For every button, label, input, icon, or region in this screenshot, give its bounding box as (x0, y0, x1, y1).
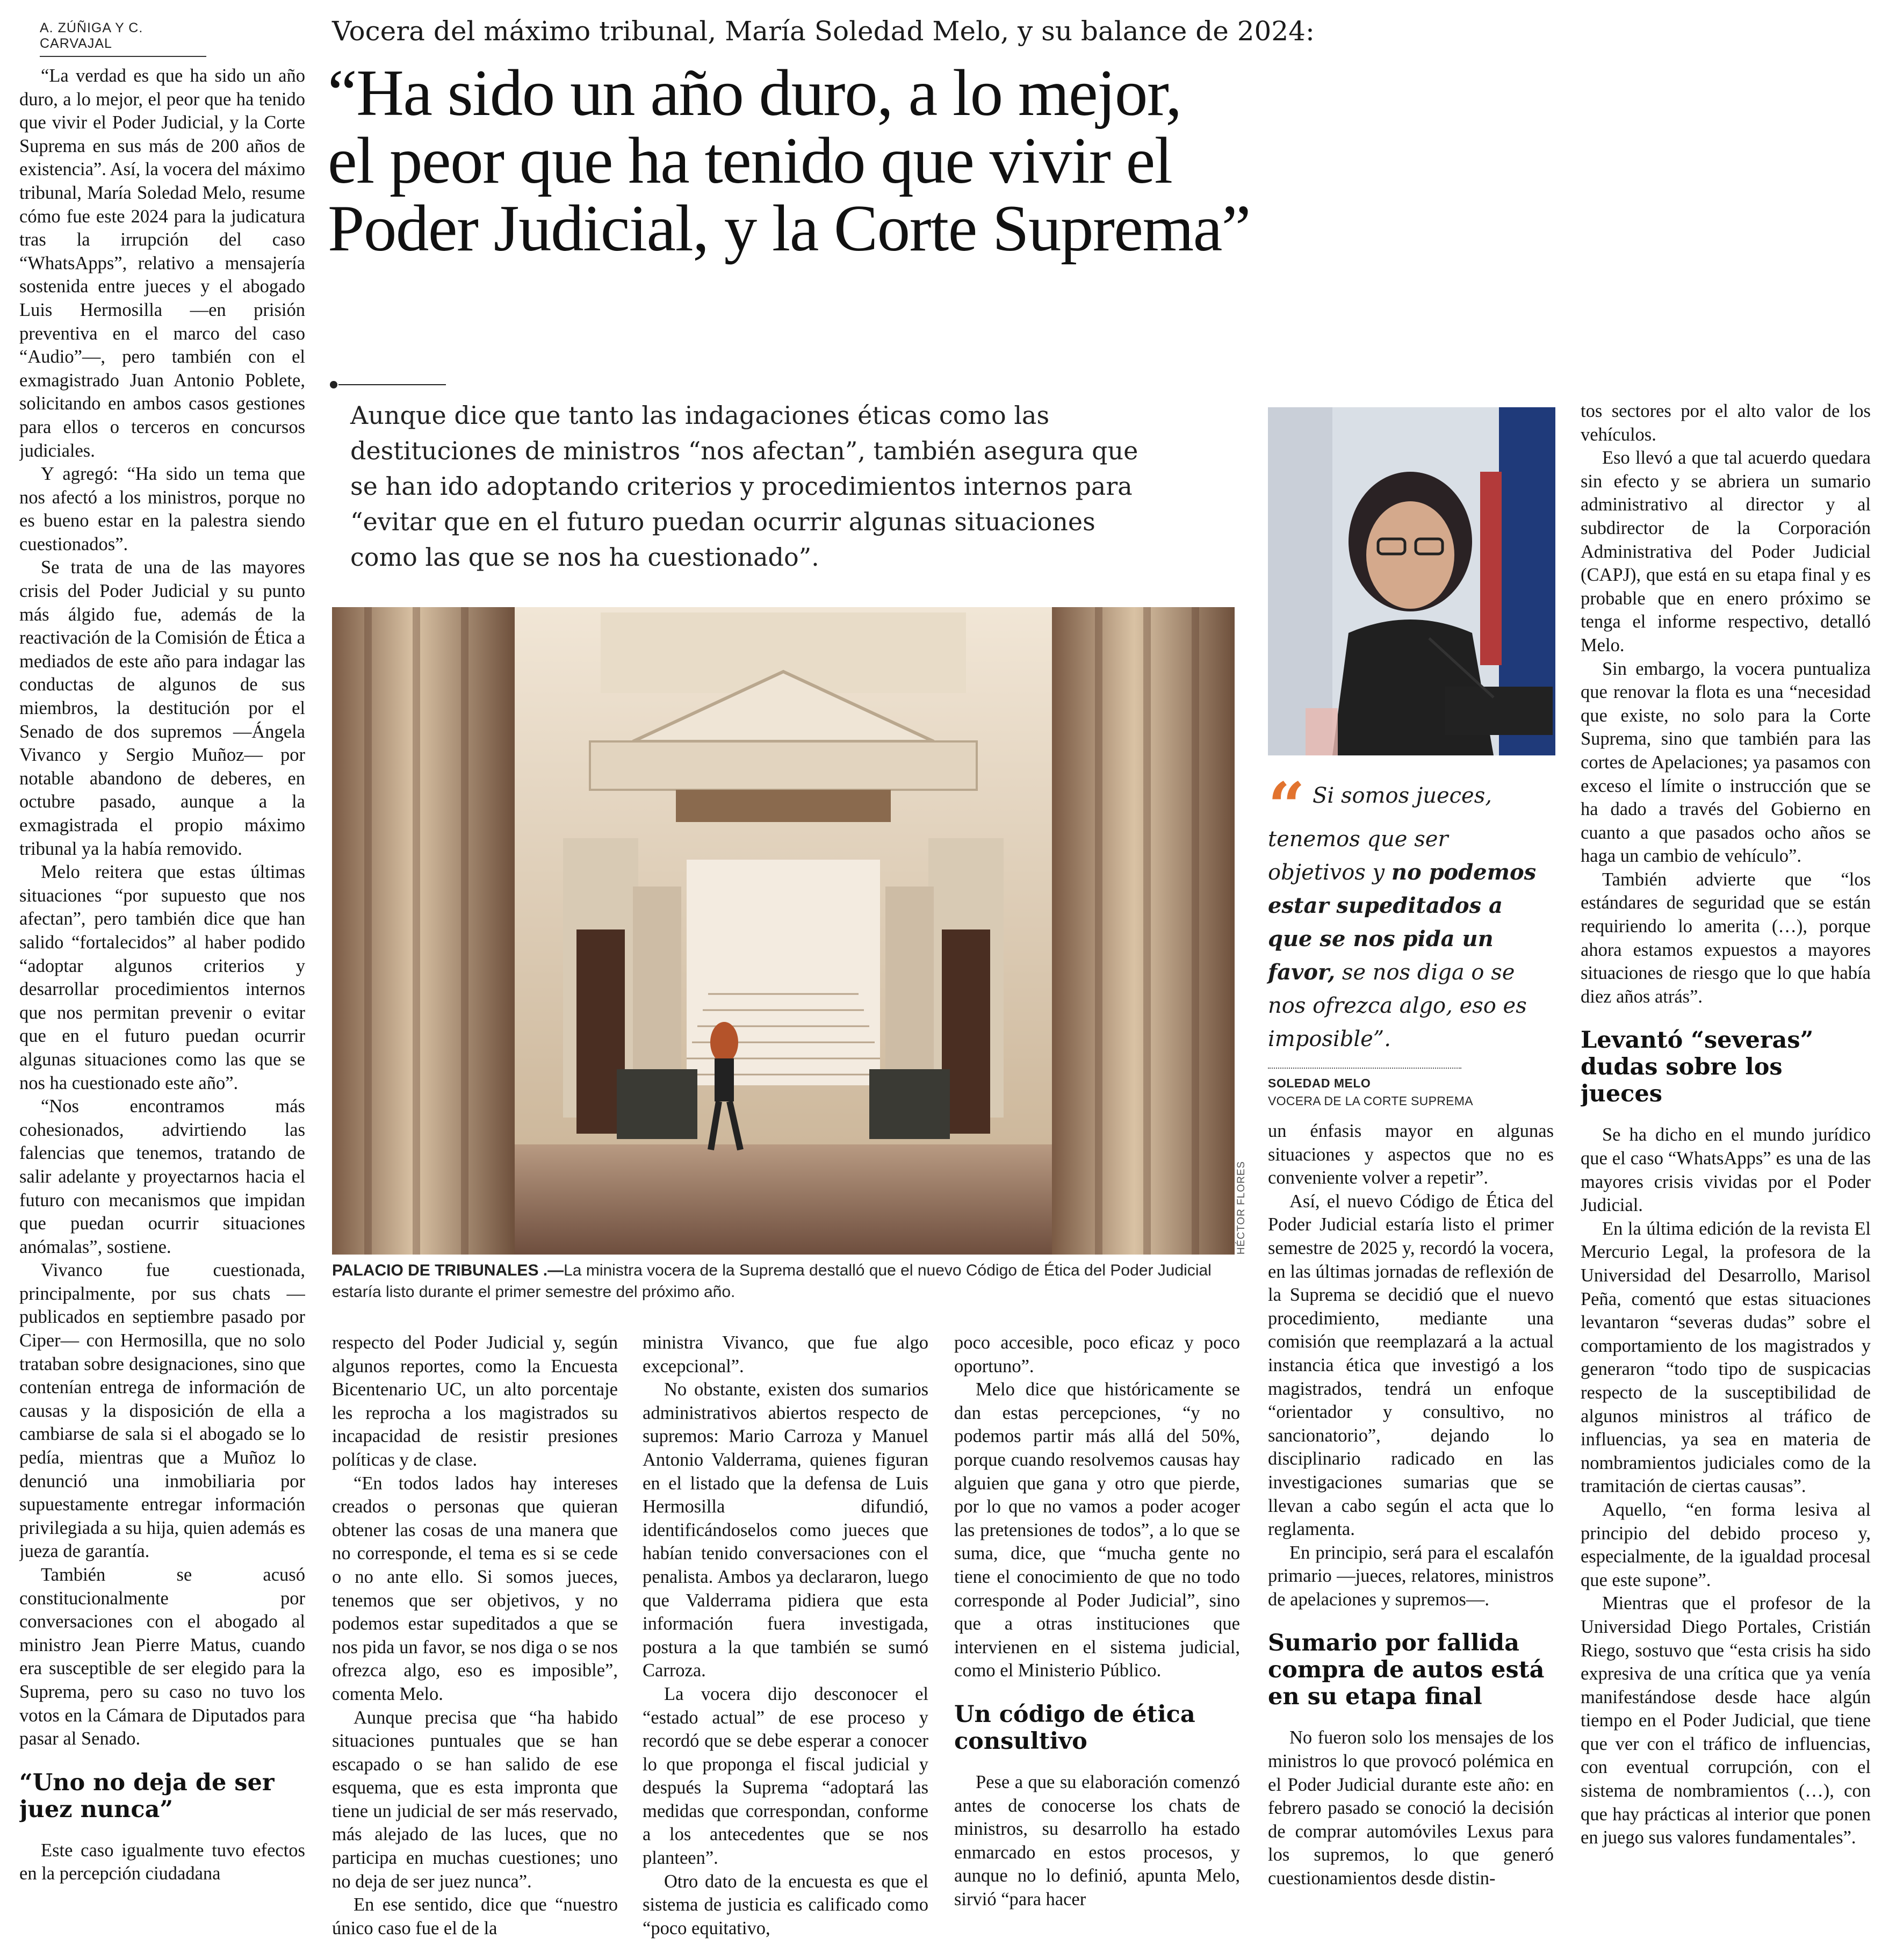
quote-role: VOCERA DE LA CORTE SUPREMA (1268, 1094, 1473, 1108)
col3-paragraph: La vocera dijo desconocer el “estado actual” de ese proceso y recordó que se debe esperar a conocer lo que proponga el fiscal judicial y después la Suprema “adoptará las medidas que correspondan, conforme a los antecedentes que se nos planteen”. (643, 1683, 928, 1869)
col5-subhead: Sumario por fallida compra de autos está en su etapa final (1268, 1630, 1545, 1711)
byline-text: A. ZÚÑIGA Y C. CARVAJAL (40, 20, 143, 51)
column-2 (332, 1331, 618, 1949)
photo-caption (332, 1260, 1240, 1303)
quote-bold: no podemos estar supeditados a que se nos pida un favor, (1268, 860, 1537, 985)
lede-line-2: destituciones de ministros “nos afectan”, también asegura que (350, 436, 1138, 465)
col5-paragraph: Así, el nuevo Código de Ética del Poder Judicial estaría listo el primer semestre de 2025 y, recordó la vocera, en las últimas jornadas de reflexión de la Suprema se decidió que el nuevo procedimiento, mediante una comisión que reemplazará a la actual instancia ética que investigó a los magistrados, tendrá un enfoque “orientador y consultivo, no sancionatorio”, dejando lo disciplinario radicado en las investigaciones sumarias que se llevan a cabo según el acta que lo reglamenta. (1268, 1191, 1554, 1540)
col1-paragraph: Vivanco fue cuestionada, principalmente, por sus chats —publicados en septiembre pasado por Ciper— con Hermosilla, que no solo trataban sobre designaciones, sino que contenían entrega de información de causas y la disposición de ella a cambiarse de sala si el abogado se lo pedía, mientras que a Muñoz lo denunció una inmobiliaria por supuestamente entregar información privilegiada a su hija, quien además es jueza de garantía. (19, 1260, 305, 1562)
rule-dot (330, 381, 337, 388)
headline-line-3: Poder Judicial, y la Corte Suprema” (328, 191, 1250, 265)
col5-paragraph: un énfasis mayor en algunas situaciones y aspectos que no es conveniente volver a repetir”. (1268, 1121, 1554, 1188)
column-1 (19, 64, 305, 1950)
col1-paragraph: “Nos encontramos más cohesionados, advirtiendo las falencias que tenemos, tratando de salir adelante y proyectarnos hacia el futuro con mecanismos que impidan que puedan ocurrir situaciones anómalas”, sostiene. (19, 1096, 305, 1257)
byline (40, 20, 206, 57)
col6-paragraph: Eso llevó a que tal acuerdo quedara sin efecto y se abriera un sumario administrativo al director y al subdirector de la Corporación Administrativa del Poder Judicial (CAPJ), que está en su etapa final y es probable que en enero próximo se tenga el informe respectivo, detalló Melo. (1581, 448, 1871, 655)
photo-credit: HÉCTOR FLORES (1236, 1161, 1247, 1255)
col4-paragraph: poco accesible, poco eficaz y poco oportuno”. (954, 1332, 1240, 1377)
col1-paragraph: Melo reitera que estas últimas situaciones “por supuesto que nos afectan”, pero también dice que han salido “fortalecidos” al haber podido “adoptar algunos criterios y desarrollar procedimientos internos que nos permitan prevenir o evitar que en el futuro puedan ocurrir algunas situaciones como las que se nos ha cuestionado este año”. (19, 862, 305, 1093)
caption-label: PALACIO DE TRIBUNALES .— (332, 1262, 564, 1279)
col1-subhead: “Uno no deja de ser juez nunca” (19, 1769, 275, 1823)
portrait-photo (1268, 407, 1555, 755)
col6-paragraph: Se ha dicho en el mundo jurídico que el caso “WhatsApps” es una de las mayores crisis vividas por el Poder Judicial. (1581, 1125, 1871, 1216)
headline-rule (338, 384, 446, 385)
byline-rule (40, 56, 206, 57)
col3-paragraph: ministra Vivanco, que fue algo excepcional”. (643, 1332, 928, 1377)
col1-paragraph: “La verdad es que ha sido un año duro, a lo mejor, el peor que ha tenido que vivir el Poder Judicial, y la Corte Suprema en sus más de 200 años de existencia”. Así, la vocera del máximo tribunal, María Soledad Melo, resume cómo fue este 2024 para la judicatura tras la irrupción del caso “WhatsApps”, relativo a mensajería sostenida entre jueces y el abogado Luis Hermosilla —en prisión preventiva en el marco del caso “Audio”—, pero también con el exmagistrado Juan Antonio Poblete, solicitando en ambos casos gestiones para ellos o terceros en concursos judiciales. (19, 66, 305, 461)
kicker: Vocera del máximo tribunal, María Soledad Melo, y su balance de 2024: (332, 16, 1315, 47)
lede (350, 398, 1242, 575)
lede-line-3: se han ido adoptando criterios y procedimientos internos para (350, 472, 1133, 501)
col6-paragraph: En la última edición de la revista El Mercurio Legal, la profesora de la Universidad del Desarrollo, Marisol Peña, comentó que estas situaciones levantaron “severas dudas” sobre el comportamiento de los magistrados y generaron “todo tipo de suspicacias respecto de la susceptibilidad de algunos ministros al tráfico de influencias, ya sea en materia de nombramientos judiciales como de la tramitación de ciertas causas”. (1581, 1218, 1871, 1497)
col3-paragraph: No obstante, existen dos sumarios administrativos abiertos respecto de supremos: Mario Carroza y Manuel Antonio Valderrama, quienes figuran en el listado que la defensa de Luis Hermosilla difundió, identificándoselos como jueces que habían tenido conversaciones con el penalista. Ambos ya declararon, luego que Valderrama pidiera que esta información fuera investigada, postura a la que también se sumó Carroza. (643, 1379, 928, 1681)
palace-photo (332, 607, 1235, 1255)
col2-paragraph: Aunque precisa que “ha habido situaciones puntuales que se han escapado o se han salido de ese esquema, que es esta impronta que tiene un judicial de ser más reservado, más alejado de las luces, que no participa en muchas cuestiones; uno no deja de ser juez nunca”. (332, 1707, 618, 1892)
quote-part2: se nos diga o se nos ofrezca algo, eso es imposible”. (1268, 960, 1527, 1051)
headline-line-2: el peor que ha tenido que vivir el (328, 124, 1172, 197)
col6-paragraph: tos sectores por el alto valor de los vehículos. (1581, 401, 1871, 445)
quote-part1: Si somos jueces, tenemos que ser objetivos y (1268, 783, 1492, 885)
lede-line-1: Aunque dice que tanto las indagaciones éticas como las (350, 401, 1050, 430)
col4-paragraph: Pese a que su elaboración comenzó antes de conocerse los chats de ministros, su desarrollo ha estado enmarcado en estos procesos, y aunque no lo definió, apunta Melo, sirvió “para hacer (954, 1771, 1240, 1909)
column-6 (1581, 400, 1871, 1950)
col1-paragraph: Se trata de una de las mayores crisis del Poder Judicial y su punto más álgido fue, además de la reactivación de la Comisión de Ética a mediados de este año para indagar las conductas de algunos de sus miembros, la destitución por el Senado de dos supremos —Ángela Vivanco y Sergio Muñoz— por notable abandono de deberes, en octubre pasado, aunque a la exmagistrada el propio máximo tribunal ya la había removido. (19, 557, 305, 859)
col2-paragraph: respecto del Poder Judicial y, según algunos reportes, como la Encuesta Bicentenario UC, un alto porcentaje les reprocha a los magistrados su incapacidad de resistir presiones políticas y de clase. (332, 1332, 618, 1470)
headline-line-1: “Ha sido un año duro, a lo mejor, (328, 56, 1181, 129)
col2-paragraph: “En todos lados hay intereses creados o personas que quieran obtener las cosas de una manera que no corresponde, el tema es si se cede o no ante ello. Si somos jueces, tenemos que ser objetivos, y no podemos estar supeditados a que se nos pida un favor, se nos diga o se nos ofrezca algo, eso es imposible”, comenta Melo. (332, 1473, 618, 1704)
col5-paragraph: En principio, será para el escalafón primario —jueces, relatores, ministros de apelaciones y supremos—. (1268, 1542, 1554, 1610)
col6-paragraph: Sin embargo, la vocera puntualiza que renovar la flota es una “necesidad que existe, no solo para la Corte Suprema, sino que también para las cortes de Apelaciones; ya pasamos con exceso el límite o instrucción que se ha dado a través del Gobierno en cuanto a que pasados ocho años se haga un cambio de vehículo”. (1581, 658, 1871, 867)
column-3 (643, 1331, 928, 1949)
quote-text (1268, 768, 1547, 1056)
col6-subhead: Levantó “severas” dudas sobre los jueces (1581, 1027, 1814, 1108)
headline (328, 56, 1875, 265)
lede-line-4: “evitar que en el futuro puedan ocurrir algunas situaciones (350, 507, 1095, 536)
col1-paragraph: También se acusó constitucionalmente por conversaciones con el abogado al ministro Jean Pierre Matus, cuando era susceptible de ser elegido para la Suprema, pero su caso no tuvo los votos en la Cámara de Diputados para pasar al Senado. (19, 1565, 305, 1749)
caption-text: La ministra vocera de la Suprema destalló que el nuevo Código de Ética del Poder Judicial estaría listo durante el primer semestre del próximo año. (332, 1262, 1212, 1301)
col6-paragraph: También advierte que “los estándares de seguridad que se están requiriendo lo amerita (…), porque ahora estamos expuestos a mayores situaciones de riesgo que lo que había diez años atrás”. (1581, 869, 1871, 1007)
col3-paragraph: Otro dato de la encuesta es que el sistema de justicia es calificado como “poco equitativo, (643, 1871, 928, 1939)
col2-paragraph: En ese sentido, dice que “nuestro único caso fue el de la (332, 1894, 618, 1939)
col4-paragraph: Melo dice que históricamente se dan estas percepciones, “y no podemos partir más allá del 50%, porque cuando resolvemos causas hay alguien que gana y otro que pierde, por lo que no vamos a poder acoger las pretensiones de todos”, a lo que se suma, dice, que “mucha gente no tiene el conocimiento de que no todo corresponde al Poder Judicial”, sino que a otras instituciones que intervienen en el sistema judicial, como el Ministerio Público. (954, 1379, 1240, 1681)
col1-paragraph: Este caso igualmente tuvo efectos en la percepción ciudadana (19, 1840, 305, 1884)
col1-paragraph: Y agregó: “Ha sido un tema que nos afectó a los ministros, porque no es bueno estar en la palestra siendo cuestionados”. (19, 464, 305, 554)
column-5 (1268, 1120, 1554, 1950)
col6-paragraph: Aquello, “en forma lesiva al principio del debido proceso y, especialmente, de la igualdad procesal que este supone”. (1581, 1499, 1871, 1590)
col5-paragraph: No fueron solo los mensajes de los ministros lo que provocó polémica en el Poder Judicial durante este año: en febrero pasado se conoció la decisión de comprar automóviles Lexus para los supremos, lo que generó cuestionamientos desde distin- (1268, 1727, 1554, 1889)
quote-name: SOLEDAD MELO (1268, 1076, 1371, 1090)
column-4 (954, 1331, 1240, 1949)
pull-quote (1268, 768, 1547, 1108)
lede-line-5: como las que se nos ha cuestionado”. (350, 543, 819, 572)
quote-rule (1268, 1068, 1461, 1069)
col6-paragraph: Mientras que el profesor de la Universidad Diego Portales, Cristián Riego, sostuvo que “esta crisis ha sido expresiva de una crítica que ya venía manifestándose desde hace algún tiempo en el Poder Judicial, que tiene que ver con el tráfico de influencias, con eventual corrupción, con el sistema de nombramientos (…), con que hay prácticas al interior que ponen en juego sus valores fundamentales”. (1581, 1593, 1871, 1848)
quote-mark-icon: “ (1268, 768, 1306, 844)
col4-subhead: Un código de ética consultivo (954, 1700, 1195, 1755)
